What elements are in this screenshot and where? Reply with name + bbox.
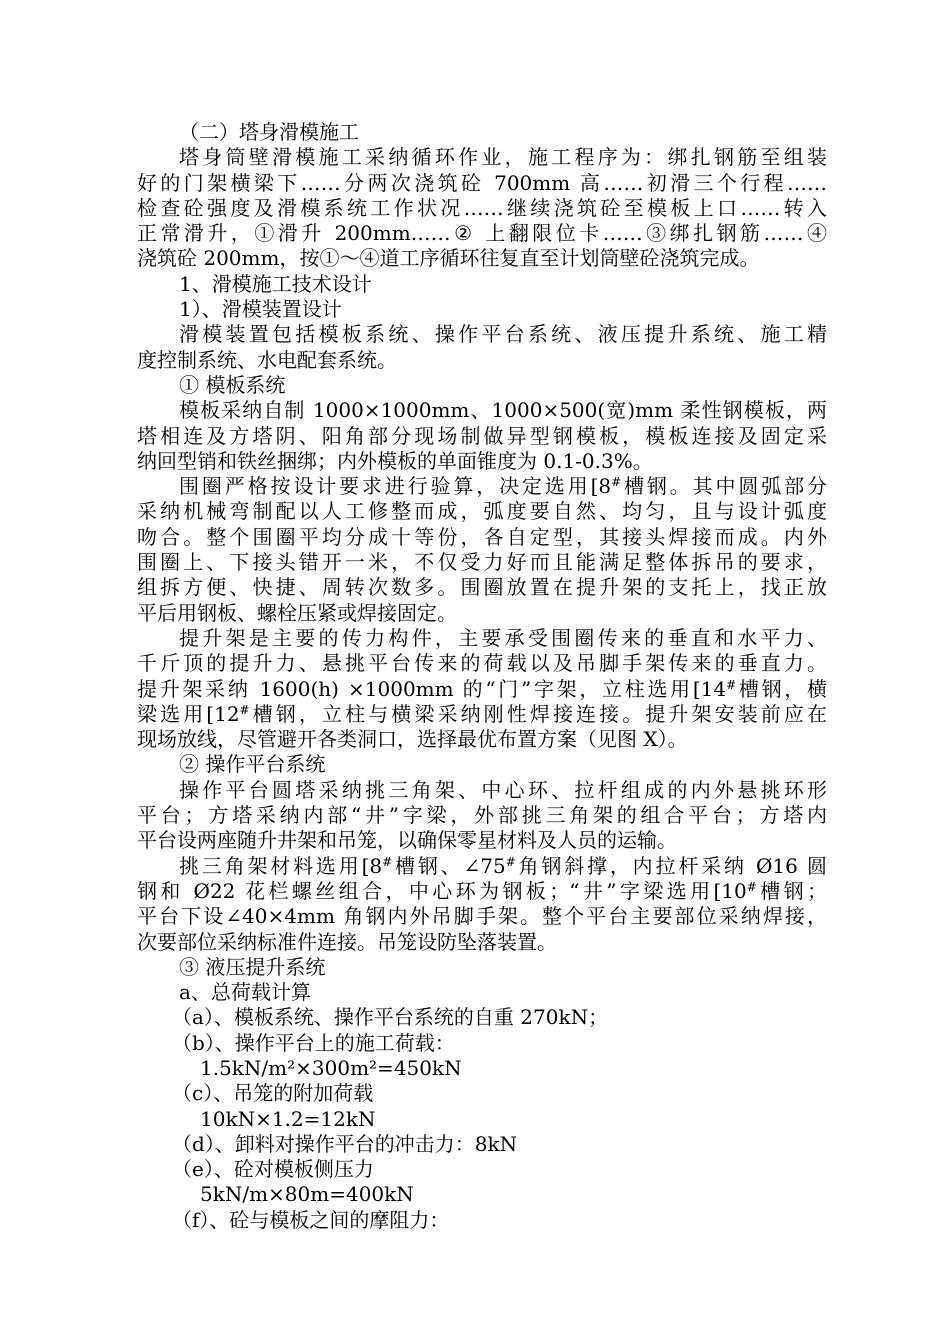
formula-line: 5kN/m×80m=400kN	[200, 1182, 414, 1207]
subheading: a、总荷载计算	[179, 980, 311, 1005]
list-item: （f）、砼与模板之间的摩阻力：	[172, 1207, 450, 1232]
section-heading: （二）塔身滑模施工	[179, 120, 359, 144]
formula-line: 1.5kN/m²×300m²=450kN	[200, 1055, 462, 1080]
paragraph-line: 平后用钢板、螺栓压紧或焊接固定。	[137, 600, 457, 625]
subheading: 1、滑模施工技术设计	[179, 271, 372, 296]
paragraph-line: 采纳机械弯制配以人工修整而成，弧度要自然、均匀，且与设计弧度	[137, 499, 827, 524]
paragraph-line: 千斤顶的提升力、悬挑平台传来的荷载以及吊脚手架传来的垂直力。	[137, 651, 827, 676]
subheading: 1）、滑模装置设计	[179, 297, 342, 322]
formula-line: 10kN×1.2=12kN	[200, 1106, 376, 1131]
paragraph-line: 吻合。整个围圈平均分成十等份，各自定型，其接头焊接而成。内外	[137, 524, 827, 549]
list-item: （c）、吊笼的附加荷载	[172, 1081, 374, 1106]
document-body	[137, 120, 827, 1233]
paragraph-line: 平台设两座随升井架和吊笼，以确保零星材料及人员的运输。	[137, 828, 677, 853]
paragraph-line: 塔相连及方塔阴、阳角部分现场制做异型钢模板，模板连接及固定采	[137, 423, 827, 448]
paragraph-line: 提升架是主要的传力构件，主要承受围圈传来的垂直和水平力、	[179, 625, 827, 650]
paragraph-line: 塔身筒壁滑模施工采纳循环作业，施工程序为：绑扎钢筋至组装	[179, 145, 827, 170]
paragraph-line: 操作平台圆塔采纳挑三角架、中心环、拉杆组成的内外悬挑环形	[179, 777, 827, 802]
subheading: ① 模板系统	[179, 372, 286, 397]
list-item: （b）、操作平台上的施工荷载：	[172, 1030, 455, 1055]
paragraph-line: 挑三角架材料选用[8#槽钢、∠75#角钢斜撑，内拉杆采纳 Ø16 圆	[179, 853, 827, 878]
paragraph-line: 滑模装置包括模板系统、操作平台系统、液压提升系统、施工精	[179, 322, 827, 347]
paragraph-line: 平台；方塔采纳内部“井”字梁，外部挑三角架的组合平台；方塔内	[137, 803, 827, 828]
paragraph-line: 浇筑砼 200mm，按①～④道工序循环往复直至计划筒壁砼浇筑完成。	[137, 246, 760, 271]
paragraph-line: 围圈上、下接头错开一米，不仅受力好而且能满足整体拆吊的要求，	[137, 550, 827, 575]
list-item: （d）、卸料对操作平台的冲击力：8kN	[172, 1131, 518, 1156]
paragraph-line: 次要部位采纳标准件连接。吊笼设防坠落装置。	[137, 929, 557, 954]
subheading: ② 操作平台系统	[179, 752, 326, 777]
paragraph-line: 平台下设∠40×4mm 角钢内外吊脚手架。整个平台主要部位采纳焊接，	[137, 904, 827, 929]
paragraph-line: 围圈严格按设计要求进行验算，决定选用[8#槽钢。其中圆弧部分	[179, 474, 828, 499]
paragraph-line: 提升架采纳 1600(h) ×1000mm 的“门”字架，立柱选用[14#槽钢，横	[137, 676, 828, 701]
paragraph-line: 度控制系统、水电配套系统。	[137, 347, 397, 372]
paragraph-line: 检查砼强度及滑模系统工作状况……继续浇筑砼至模板上口……转入	[137, 195, 827, 220]
paragraph-line: 梁选用[12#槽钢，立柱与横梁采纳刚性焊接连接。提升架安装前应在	[137, 701, 827, 726]
paragraph-line: 钢和 Ø22 花栏螺丝组合，中心环为钢板；“井”字梁选用[10#槽钢；	[137, 878, 827, 903]
paragraph-line: 纳回型销和铁丝捆绑；内外模板的单面锥度为 0.1-0.3%。	[137, 448, 653, 473]
paragraph-line: 现场放线，尽管避开各类洞口，选择最优布置方案（见图 X）。	[137, 727, 688, 752]
paragraph-line: 组拆方便、快捷、周转次数多。围圈放置在提升架的支托上，找正放	[137, 575, 827, 600]
paragraph-line: 好的门架横梁下……分两次浇筑砼 700mm 高……初滑三个行程……	[137, 170, 827, 195]
list-item: （a）、模板系统、操作平台系统的自重 270kN；	[172, 1005, 609, 1030]
paragraph-line: 正常滑升，①滑升 200mm……② 上翻限位卡……③绑扎钢筋……④	[137, 221, 827, 246]
paragraph-line: 模板采纳自制 1000×1000mm、1000×500(宽)mm 柔性钢模板，两	[179, 398, 827, 423]
list-item: （e）、砼对模板侧压力	[172, 1157, 374, 1182]
subheading: ③ 液压提升系统	[179, 954, 326, 979]
